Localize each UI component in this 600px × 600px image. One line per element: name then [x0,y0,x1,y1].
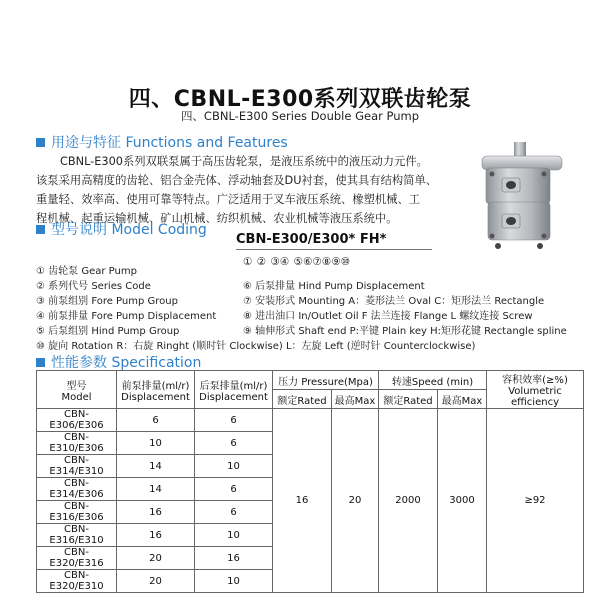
page-title: 四、CBNL-E300系列双联齿轮泵 [128,87,472,112]
bullet-square-icon [36,138,45,147]
legend-item: ⑥ 后泵排量 Hind Pump Displacement [243,281,425,292]
functions-line: 重量轻、效率高、使用可靠等特点。广泛适用于叉车液压系统、橡塑机械、工 [36,193,421,206]
header-model-cn: 型号 [66,380,87,392]
header-model-en: Model [61,391,92,403]
section-spec-title: 性能参数 Specification [51,355,202,371]
header-model [37,371,117,409]
cell-hind: 10 [195,455,273,478]
legend-item: ③ 前泵组别 Fore Pump Group [36,296,178,307]
table-row [37,409,584,432]
cell-hind: 10 [195,570,273,593]
cell-fore: 10 [117,432,195,455]
cell-model: CBN-E320/E310 [37,570,117,593]
cell-fore: 16 [117,524,195,547]
cell-rated-pressure: 16 [273,409,332,593]
gear-pump-photo [462,140,574,252]
model-code: CBN-E300/E300* FH* [236,232,387,247]
functions-line: CBNL-E300系列双联泵属于高压齿轮泵，是液压系统中的液压动力元件。 [60,155,428,168]
section-functions-heading [36,132,288,152]
header-fore-en: Displacement [121,391,190,403]
cell-fore: 20 [117,547,195,570]
functions-line: 程机械、起重运输机械、矿山机械、纺织机械、农业机械等液压系统中。 [36,212,398,225]
legend-rotation: ⑩ 旋向 Rotation R：右旋 Ringht (顺时针 Clockwise) L：左旋 Left (逆时针 Counterclockwise) [36,341,476,352]
bullet-square-icon [36,358,45,367]
header-hind-en: Displacement [199,391,268,403]
header-efficiency-en: Volumetric efficiency [508,386,562,408]
cell-max-speed: 3000 [438,409,487,593]
cell-max-pressure: 20 [332,409,379,593]
section-coding-heading [36,219,207,239]
header-hind-displacement [195,371,273,409]
header-speed: 转速Speed (min) [379,371,487,390]
legend-item: ① 齿轮泵 Gear Pump [36,266,137,277]
bullet-square-icon [36,225,45,234]
header-max-speed: 最高Max [438,390,487,409]
cell-hind: 10 [195,524,273,547]
cell-fore: 16 [117,501,195,524]
cell-model: CBN-E306/E306 [37,409,117,432]
cell-model: CBN-E314/E310 [37,455,117,478]
legend-item: ⑧ 进出油口 In/Outlet Oil F 法兰连接 Flange L 螺纹连接 Screw [243,311,533,322]
header-efficiency [487,371,584,409]
legend-item: ⑨ 轴伸形式 Shaft end P:平键 Plain key H:矩形花键 Rectangle spline [243,326,567,337]
legend-item: ④ 前泵排量 Fore Pump Displacement [36,311,217,322]
header-efficiency-cn: 容积效率(≥%) [502,375,568,386]
header-fore-displacement [117,371,195,409]
legend-item: ⑦ 安装形式 Mounting A：菱形法兰 Oval C：矩形法兰 Rectangle [243,296,545,307]
cell-hind: 16 [195,547,273,570]
cell-model: CBN-E310/E306 [37,432,117,455]
cell-hind: 6 [195,432,273,455]
header-rated-speed: 额定Rated [379,390,438,409]
cell-model: CBN-E316/E306 [37,501,117,524]
section-functions-title: 用途与特征 Functions and Features [51,135,288,151]
header-pressure: 压力 Pressure(Mpa) [273,371,379,390]
cell-hind: 6 [195,501,273,524]
legend-item: ② 系列代号 Series Code [36,281,151,292]
spec-table [36,370,584,593]
header-rated-pressure: 额定Rated [273,390,332,409]
cell-model: CBN-E314/E306 [37,478,117,501]
cell-model: CBN-E320/E316 [37,547,117,570]
cell-fore: 14 [117,455,195,478]
code-position-numbers: ① ② ③④ ⑤⑥⑦⑧⑨⑩ [243,256,351,268]
cell-hind: 6 [195,409,273,432]
model-code-underline [236,249,432,250]
functions-line: 该泵采用高精度的齿轮、铝合金壳体、浮动轴套及DU衬套，使其具有结构简单、 [36,174,438,187]
cell-model: CBN-E316/E310 [37,524,117,547]
cell-fore: 14 [117,478,195,501]
header-hind-cn: 后泵排量(ml/r) [199,380,268,392]
legend-item: ⑤ 后泵组别 Hind Pump Group [36,326,180,337]
page-subtitle: 四、CBNL-E300 Series Double Gear Pump [180,109,420,123]
cell-fore: 6 [117,409,195,432]
section-coding-title: 型号说明 Model Coding [51,222,207,238]
section-spec-heading [36,352,201,372]
functions-paragraph [36,152,456,228]
cell-rated-speed: 2000 [379,409,438,593]
header-fore-cn: 前泵排量(ml/r) [121,380,190,392]
cell-efficiency: ≥92 [487,409,584,593]
header-max-pressure: 最高Max [332,390,379,409]
cell-fore: 20 [117,570,195,593]
cell-hind: 6 [195,478,273,501]
